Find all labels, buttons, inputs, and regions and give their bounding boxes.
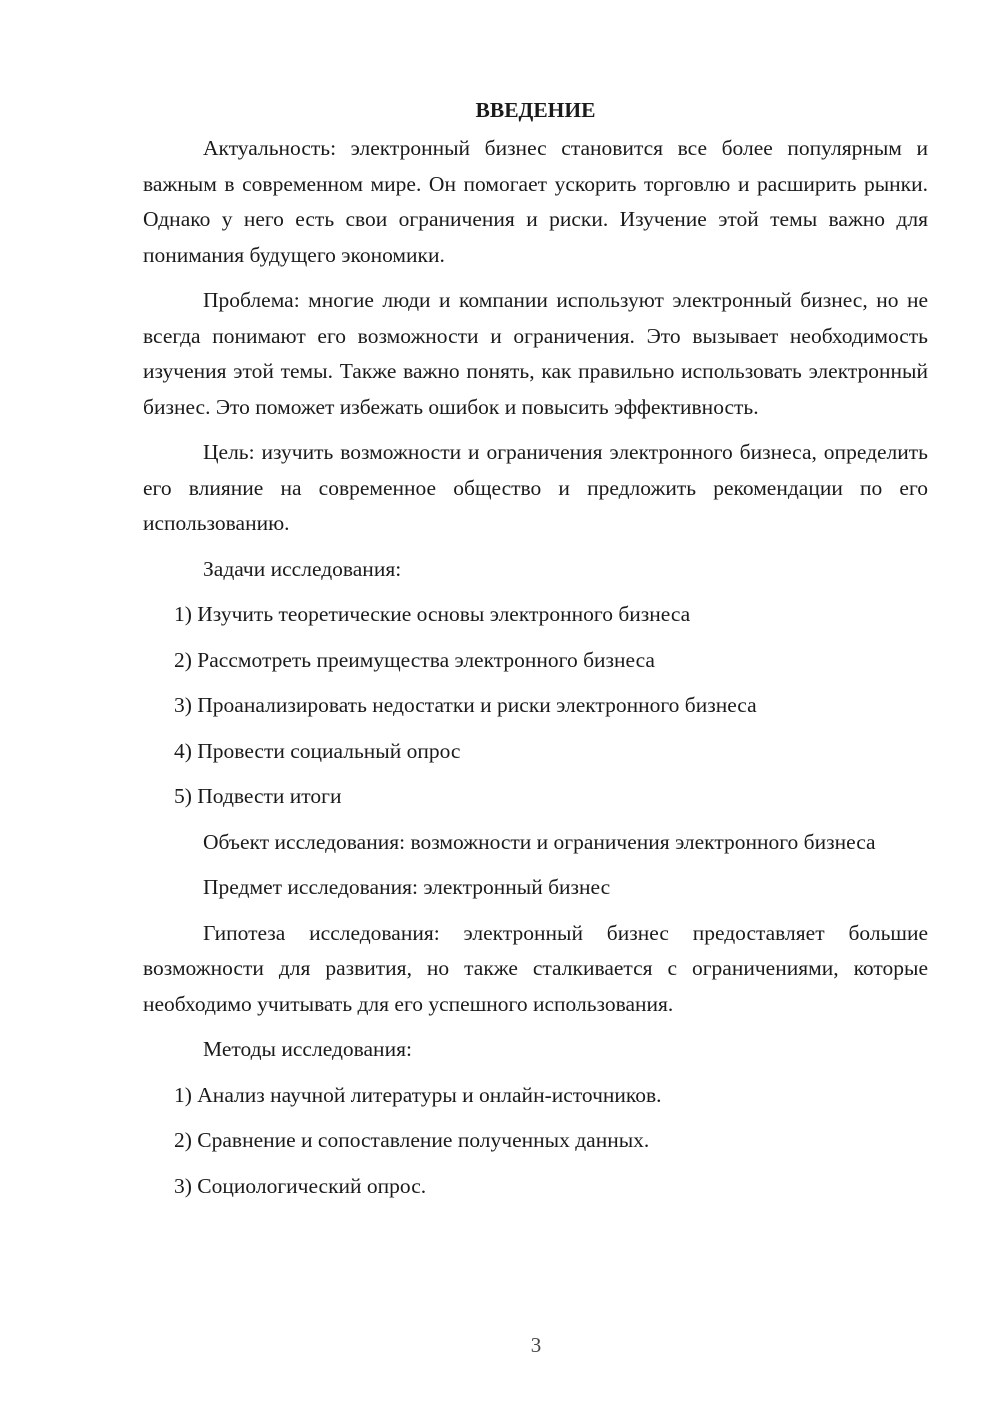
relevance-paragraph: Актуальность: электронный бизнес становится все более популярным и важным в современном мире. Он помогает ускорить торговлю и расширить рынки. Однако у него есть свои ограничения и риски. Изучение этой темы важно для понимания будущего экономики.	[143, 136, 928, 267]
method-item: 1) Анализ научной литературы и онлайн-источников.	[174, 1082, 662, 1107]
page-content	[143, 92, 928, 1214]
tasks-heading: Задачи исследования:	[203, 556, 402, 581]
method-item: 3) Социологический опрос.	[174, 1173, 427, 1198]
subject-paragraph: Предмет исследования: электронный бизнес	[203, 875, 611, 899]
task-item: 5) Подвести итоги	[174, 784, 342, 808]
task-item: 2) Рассмотреть преимущества электронного бизнеса	[174, 647, 655, 672]
task-item: 4) Провести социальный опрос	[174, 738, 461, 763]
problem-paragraph: Проблема: многие люди и компании используют электронный бизнес, но не всегда понимают его возможности и ограничения. Это вызывает необходимость изучения этой темы. Также важно понять, как правильно использовать электронный бизнес. Это поможет избежать ошибок и повысить эффективность.	[143, 288, 928, 419]
task-item: 1) Изучить теоретические основы электронного бизнеса	[174, 602, 691, 626]
page-number: 3	[530, 1333, 542, 1357]
methods-heading: Методы исследования:	[203, 1037, 412, 1061]
method-item: 2) Сравнение и сопоставление полученных данных.	[174, 1128, 650, 1152]
page-title: ВВЕДЕНИЕ	[475, 98, 596, 122]
goal-paragraph: Цель: изучить возможности и ограничения электронного бизнеса, определить его влияние на современное общество и предложить рекомендации по его использованию.	[143, 440, 928, 535]
task-item: 3) Проанализировать недостатки и риски электронного бизнеса	[174, 693, 757, 717]
tasks-list	[143, 597, 928, 815]
object-paragraph: Объект исследования: возможности и ограничения электронного бизнеса	[203, 829, 876, 854]
hypothesis-paragraph: Гипотеза исследования: электронный бизнес предоставляет большие возможности для развития, но также сталкивается с ограничениями, которые необходимо учитывать для его успешного использования.	[143, 920, 928, 1016]
methods-list	[143, 1078, 928, 1205]
